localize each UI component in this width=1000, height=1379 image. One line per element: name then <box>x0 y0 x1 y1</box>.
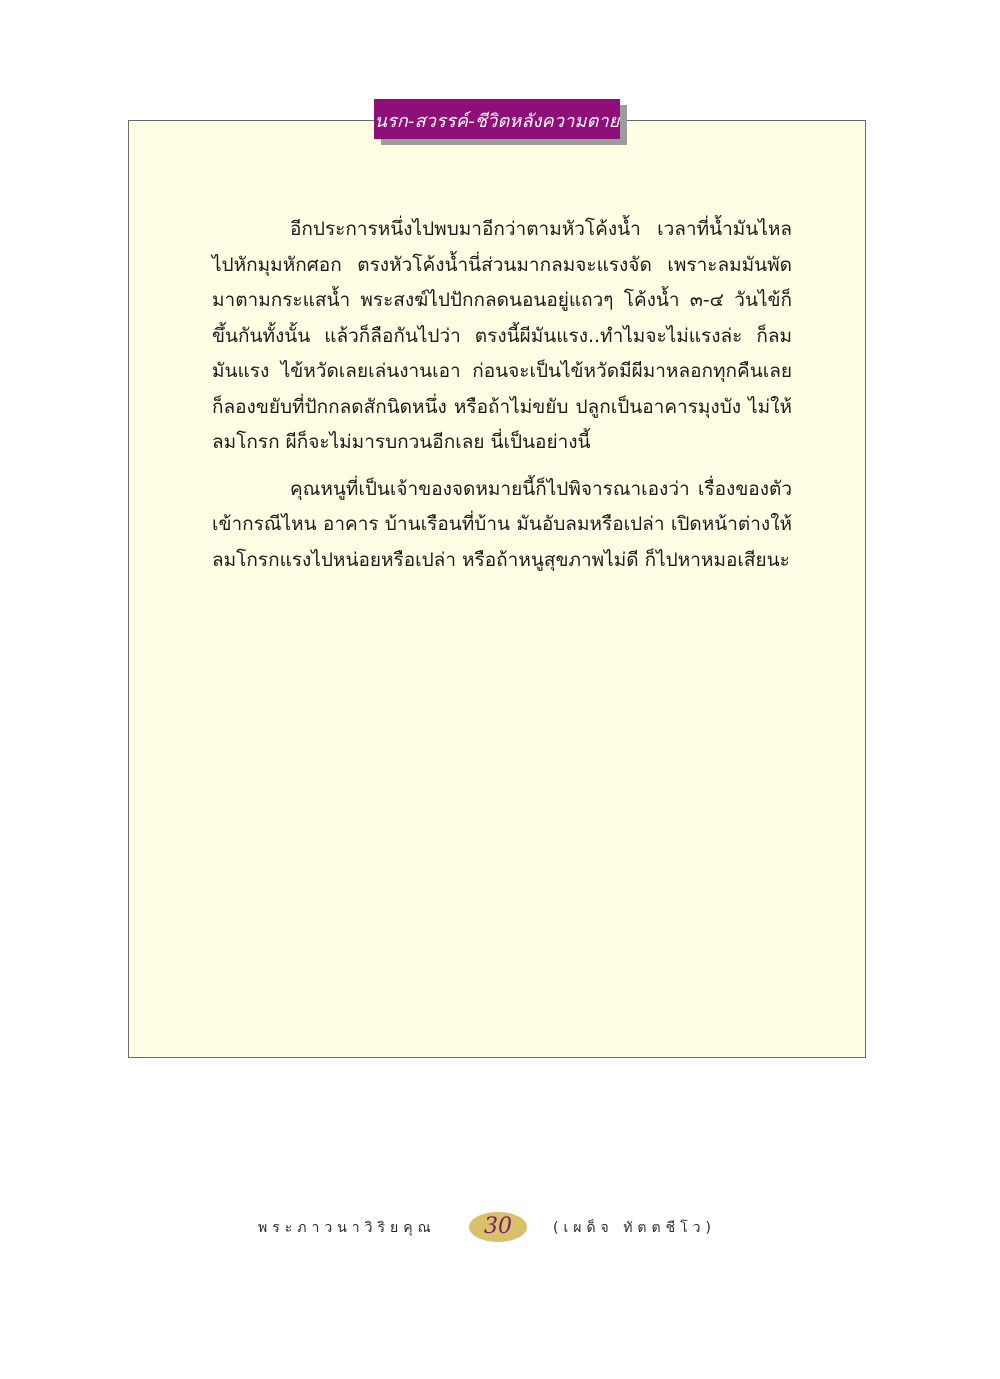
page-footer <box>128 1212 866 1242</box>
body-text <box>212 212 792 589</box>
paragraph-1: อีกประการหนึ่งไปพบมาอีกว่าตามหัวโค้งน้ำ เวลาที่น้ำมันไหลไปหักมุมหักศอก ตรงหัวโค้งน้ำนี่ส่วนมากลมจะแรงจัด เพราะลมมันพัดมาตามกระแสน้ำ พระสงฆ์ไปปักกลดนอนอยู่แถวๆ โค้งน้ำ ๓-๔ วันไข้ก็ขึ้นกันทั้งนั้น แล้วก็ลือกันไปว่า ตรงนี้ผีมันแรง..ทำไมจะไม่แรงล่ะ ก็ลมมันแรง ไข้หวัดเลยเล่นงานเอา ก่อนจะเป็นไข้หวัดมีผีมาหลอกทุกคืนเลย ก็ลองขยับที่ปักกลดสักนิดหนึ่ง หรือถ้าไม่ขยับ ปลูกเป็นอาคารมุงบัง ไม่ให้ลมโกรก ผีก็จะไม่มารบกวนอีกเลย นี่เป็นอย่างนี้ <box>212 218 792 453</box>
footer-book-title: พระภาวนาวิริยคุณ <box>258 1220 436 1236</box>
paragraph-2: คุณหนูที่เป็นเจ้าของจดหมายนี้ก็ไปพิจารณาเองว่า เรื่องของตัวเข้ากรณีไหน อาคาร บ้านเรือนที่บ้าน มันอับลมหรือเปล่า เปิดหน้าต่างให้ลมโกรกแรงไปหน่อยหรือเปล่า หรือถ้าหนูสุขภาพไม่ดี ก็ไปหาหมอเสียนะ <box>212 477 792 571</box>
page-number: 30 <box>484 1214 512 1239</box>
chapter-header-badge <box>374 99 620 139</box>
page-number-oval <box>469 1212 527 1242</box>
chapter-title: นรก-สวรรค์-ชีวิตหลังความตาย <box>374 110 620 132</box>
footer-author: (เผด็จ ทัตตชีโว) <box>553 1220 716 1236</box>
